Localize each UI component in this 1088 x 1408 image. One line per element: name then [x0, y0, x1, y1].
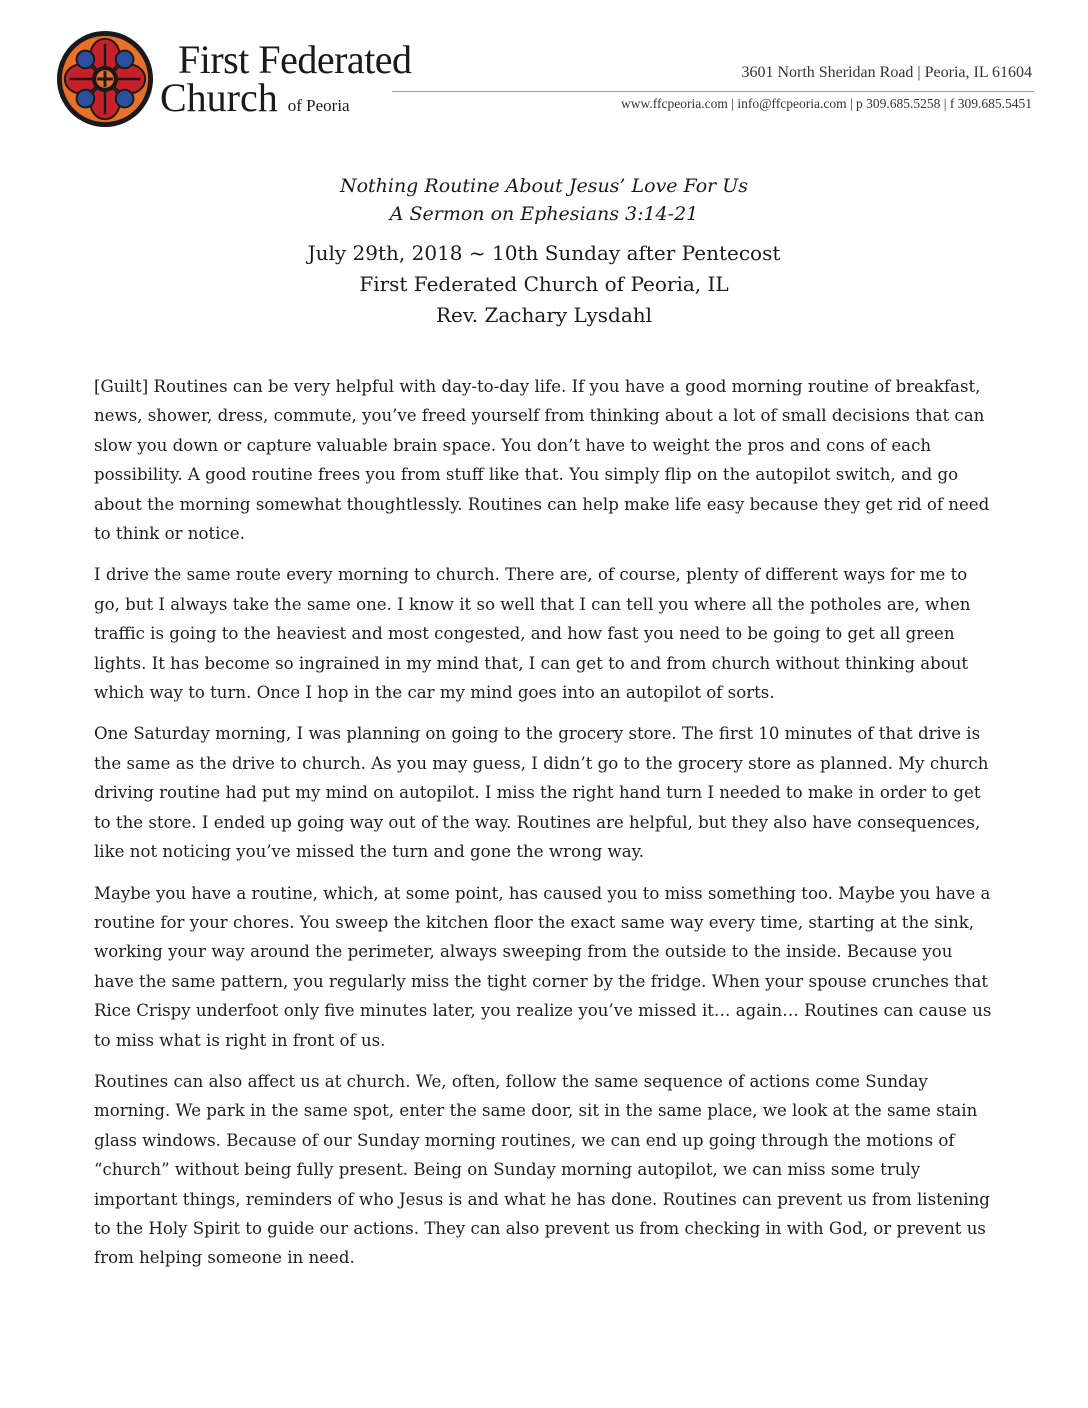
paragraph: One Saturday morning, I was planning on going to the grocery store. The first 10 minutes of that drive is the same as the drive to church. As you may guess, I didn’t go to the grocery store as planned. My church driving routine had put my mind on autopilot. I miss the right hand turn I needed to make in order to get to the store. I ended up going way out of the way. Routines are helpful, but they also have consequences, like not noticing you’ve missed the turn and gone the wrong way. [94, 724, 989, 862]
sermon-body [94, 372, 994, 1285]
sermon-subtitle: A Sermon on Ephesians 3:14-21 [389, 203, 699, 225]
church-name-line1: First Federated [178, 37, 412, 82]
church-name-location: of Peoria [287, 96, 350, 115]
church-address: 3601 North Sheridan Road | Peoria, IL 61604 [741, 64, 1032, 81]
church-name-line2 [160, 76, 350, 128]
sermon-preacher: Rev. Zachary Lysdahl [435, 303, 653, 327]
paragraph: Maybe you have a routine, which, at some point, has caused you to miss something too. Maybe you have a routine for your chores. You sweep the kitchen floor the exact same way every time, starting at the sink, working your way around the perimeter, always sweeping from the outside to the inside. Because you have the same pattern, you regularly miss the tight corner by the fridge. When your spouse crunches that Rice Crispy underfoot only five minutes later, you realize you’ve missed it… again… Routines can cause us to miss what is right in front of us. [94, 883, 992, 1050]
paragraph: Routines can also affect us at church. We, often, follow the same sequence of actions come Sunday morning. We park in the same spot, enter the same door, sit in the same place, we look at the same stain glass windows. Because of our Sunday morning routines, we can end up going through the motions of “church” without being fully present. Being on Sunday morning autopilot, we can miss some truly important things, reminders of who Jesus is and what he has done. Routines can prevent us from listening to the Holy Spirit to guide our actions. They can also prevent us from checking in with God, or prevent us from helping someone in need. [94, 1071, 990, 1268]
sermon-heading [0, 172, 1088, 331]
paragraph: I drive the same route every morning to church. There are, of course, plenty of different ways for me to go, but I always take the same one. I know it so well that I can tell you where all the potholes are, when traffic is going to the heaviest and most congested, and how fast you need to be going to get all green lights. It has become so ingrained in my mind that, I can get to and from church without thinking about which way to turn. Once I hop in the car my mind goes into an autopilot of sorts. [94, 565, 971, 703]
church-name-word: Church [160, 75, 278, 120]
sermon-date: July 29th, 2018 ~ 10th Sunday after Pentecost [307, 241, 781, 265]
letterhead [0, 0, 1088, 130]
church-logo-icon [56, 30, 154, 128]
header-divider [392, 91, 1034, 92]
sermon-title: Nothing Routine About Jesus’ Love For Us [339, 175, 749, 197]
sermon-church: First Federated Church of Peoria, IL [359, 272, 729, 296]
paragraph: [Guilt] Routines can be very helpful with day-to-day life. If you have a good morning routine of breakfast, news, shower, dress, commute, you’ve freed yourself from thinking about a lot of small decisions that can slow you down or capture valuable brain space. You don’t have to weight the pros and cons of each possibility. A good routine frees you from stuff like that. You simply flip on the autopilot switch, and go about the morning somewhat thoughtlessly. Routines can help make life easy because they get rid of need to think or notice. [94, 377, 990, 544]
church-contact-info: www.ffcpeoria.com | info@ffcpeoria.com | p 309.685.5258 | f 309.685.5451 [621, 96, 1032, 111]
